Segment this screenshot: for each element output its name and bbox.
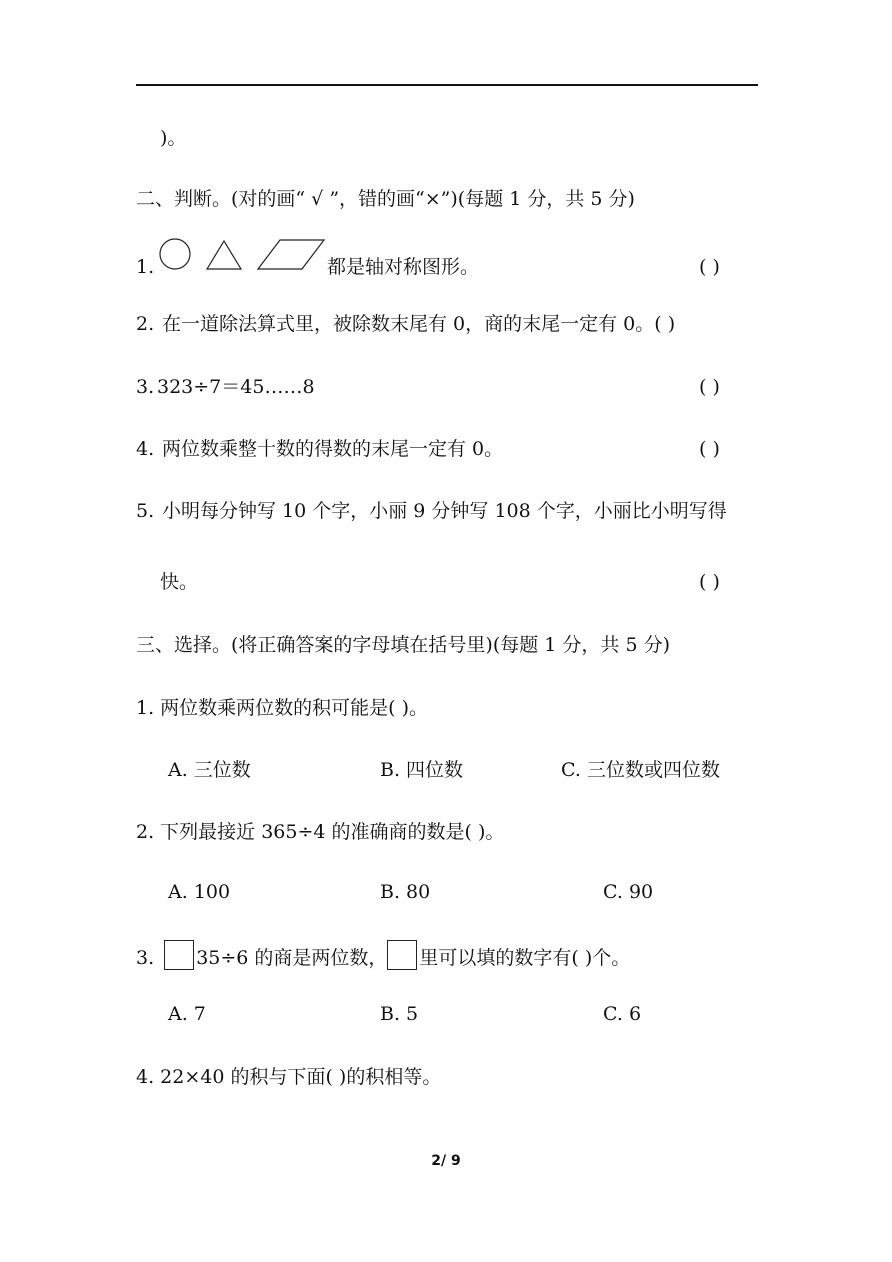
section-2-heading: 二、判断。(对的画“ √ ”，错的画“×”)(每题 1 分，共 5 分) (136, 188, 635, 210)
judge-item-2-text: 在一道除法算式里，被除数末尾有 0，商的末尾一定有 0。( ) (162, 313, 676, 335)
choice-q2-option-b[interactable]: B. 80 (380, 881, 431, 903)
choice-q2-option-a[interactable]: A. 100 (168, 881, 231, 903)
judge-item-5-text-cont: 快。 (160, 571, 199, 593)
choice-q1-option-b[interactable]: B. 四位数 (380, 759, 464, 781)
judge-item-3-text: 323÷7＝45……8 (157, 376, 315, 398)
judge-item-1-text: 都是轴对称图形。 (327, 256, 480, 278)
judge-item-5-number: 5. (136, 500, 155, 522)
blank-box-2[interactable] (387, 940, 417, 970)
choice-q1-option-a[interactable]: A. 三位数 (168, 759, 251, 781)
choice-q3-option-a[interactable]: A. 7 (168, 1003, 206, 1025)
choice-q3-number: 3. (136, 947, 155, 969)
judge-item-3-answer-paren[interactable]: ( ) (699, 376, 720, 398)
judge-item-3-number: 3. (136, 376, 155, 398)
previous-question-tail: )。 (160, 127, 187, 149)
triangle-icon (207, 241, 241, 269)
judge-item-5-answer-paren[interactable]: ( ) (699, 571, 720, 593)
judge-item-1-number: 1. (136, 256, 155, 278)
page-number: 2/ 9 (431, 1153, 461, 1169)
parallelogram-icon (258, 240, 324, 269)
blank-box-1[interactable] (164, 940, 194, 970)
judge-item-1-answer-paren[interactable]: ( ) (699, 256, 720, 278)
choice-q2-text: 2. 下列最接近 365÷4 的准确商的数是( )。 (136, 821, 505, 843)
item-1-shapes (158, 236, 328, 274)
choice-q3-part2: 里可以填的数字有( )个。 (419, 947, 631, 969)
choice-q4-text: 4. 22×40 的积与下面( )的积相等。 (136, 1066, 442, 1088)
choice-q2-option-c[interactable]: C. 90 (603, 881, 654, 903)
choice-q3-option-c[interactable]: C. 6 (603, 1003, 642, 1025)
judge-item-4-text: 两位数乘整十数的得数的末尾一定有 0。 (162, 438, 504, 460)
choice-q1-option-c[interactable]: C. 三位数或四位数 (561, 759, 720, 781)
choice-q3-option-b[interactable]: B. 5 (380, 1003, 419, 1025)
judge-item-2-number: 2. (136, 313, 155, 335)
judge-item-4-answer-paren[interactable]: ( ) (699, 438, 720, 460)
judge-item-5-text: 小明每分钟写 10 个字，小丽 9 分钟写 108 个字，小丽比小明写得 (162, 500, 727, 522)
header-rule (136, 84, 758, 86)
choice-q3-line (136, 940, 630, 970)
section-3-heading: 三、选择。(将正确答案的字母填在括号里)(每题 1 分，共 5 分) (136, 634, 670, 656)
circle-icon (160, 239, 190, 269)
judge-item-4-number: 4. (136, 438, 155, 460)
choice-q1-text: 1. 两位数乘两位数的积可能是( )。 (136, 697, 429, 719)
choice-q3-part1: 35÷6 的商是两位数， (196, 947, 388, 969)
